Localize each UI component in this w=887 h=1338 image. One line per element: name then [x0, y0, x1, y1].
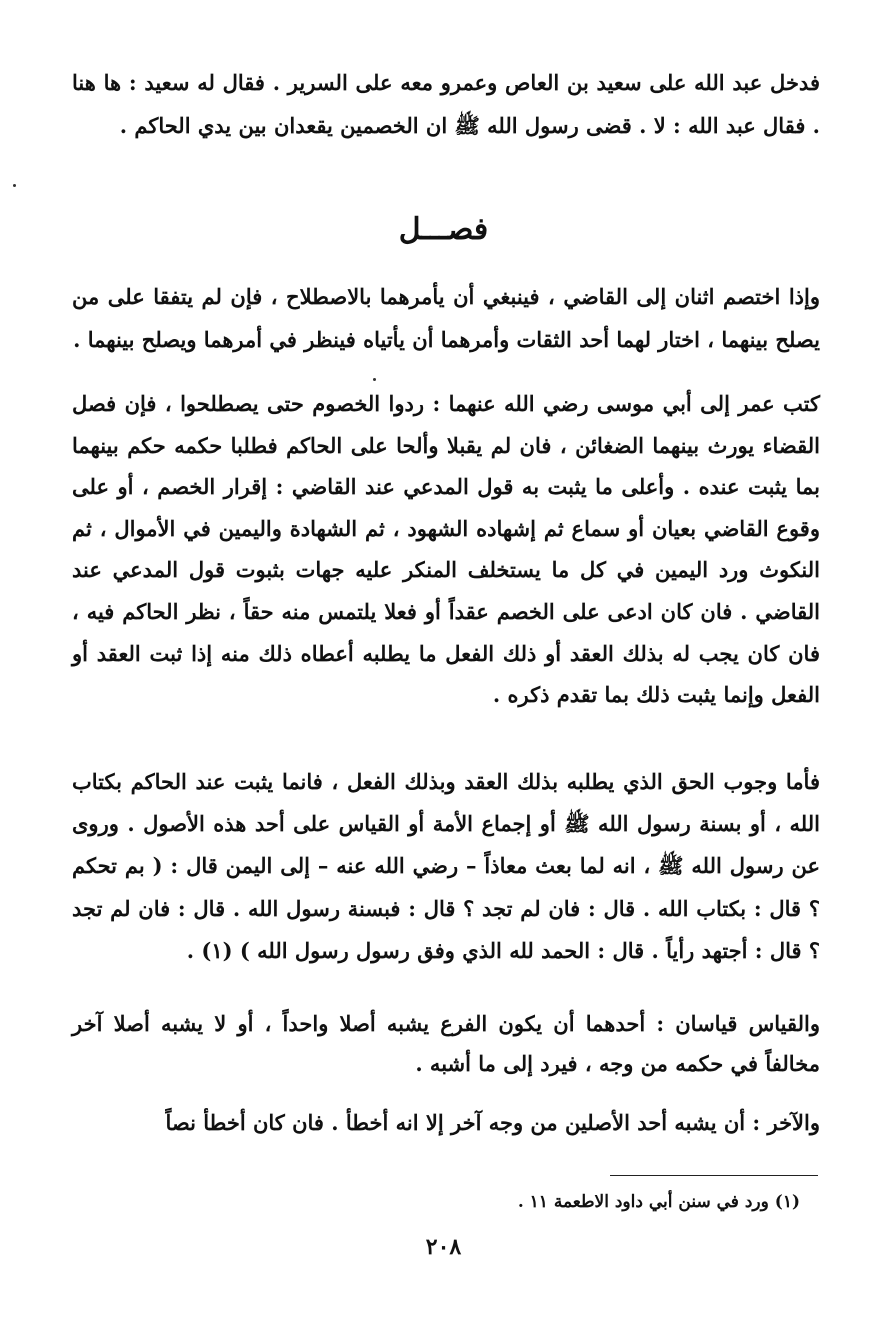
paragraph-umar-letter: كتب عمر إلى أبي موسى رضي الله عنهما : ردوا الخصوم حتى يصطلحوا ، فإن فصل القضاء يورث بينهما الضغائن ، فان لم يقبلا وألحا على الحاكم فطلبا حكمه حكم بينهما بما يثبت عنده . وأعلى ما يثبت به قول المدعي عند القاضي : إقرار الخصم ، أو على وقوع القاضي بعيان أو سماع ثم إشهاده الشهود ، ثم الشهادة واليمين في الأموال ، ثم النكوث ورد اليمين في كل ما يستخلف المنكر عليه جهات بثبوت قول المدعي عند القاضي . فان كان ادعى على الخصم عقداً أو فعلا يلتمس منه حقاً ، نظر الحاكم فيه ، فان كان يجب له بذلك العقد أو ذلك الفعل ما يطلبه أعطاه ذلك منه إذا ثبت العقد أو الفعل وإنما يثبت ذلك بما تقدم ذكره . — [72, 391, 820, 708]
footnote-divider — [610, 1175, 818, 1176]
paragraph-other-analogy: والآخر : أن يشبه أحد الأصلين من وجه آخر إلا انه أخطأ . فان كان أخطأ نصاً — [165, 1110, 820, 1135]
page-number: ٢٠٨ — [425, 1234, 462, 1260]
section-heading: فصـــل — [398, 212, 489, 247]
scan-speck — [373, 378, 376, 381]
paragraph-analogy: والقياس قياسان : أحدهما أن يكون الفرع يشبه أصلا واحداً ، أو لا يشبه أصلا آخر مخالفاً في حكمه من وجه ، فيرد إلى ما أشبه . — [72, 1011, 820, 1076]
footnote: (١) ورد في سنن أبي داود الاطعمة ١١ . — [517, 1192, 800, 1212]
paragraph-reconciliation: وإذا اختصم اثنان إلى القاضي ، فينبغي أن يأمرهما بالاصطلاح ، فإن لم يتفقا على من يصلح بينهما ، اختار لهما أحد الثقات وأمرهما أن يأتياه فينظر في أمرهما ويصلح بينهما . — [72, 284, 820, 352]
paragraph-sources-of-law: فأما وجوب الحق الذي يطلبه بذلك العقد وبذلك الفعل ، فانما يثبت عند الحاكم بكتاب الله ، أو بسنة رسول الله ﷺ أو إجماع الأمة أو القياس على أحد هذه الأصول . وروى عن رسول الله ﷺ ، انه لما بعث معاذاً – رضي الله عنه – إلى اليمن قال : ( بم تحكم ؟ قال : بكتاب الله . قال : فان لم تجد ؟ قال : فبسنة رسول الله . قال : فان لم تجد ؟ قال : أجتهد رأياً . قال : الحمد لله الذي وفق رسول رسول الله ) (١) . — [72, 769, 820, 963]
paragraph-intro: فدخل عبد الله على سعيد بن العاص وعمرو معه على السرير . فقال له سعيد : ها هنا . فقال عبد الله : لا . قضى رسول الله ﷺ ان الخصمين يقعدان بين يدي الحاكم . — [72, 70, 820, 138]
scan-speck — [13, 184, 16, 187]
